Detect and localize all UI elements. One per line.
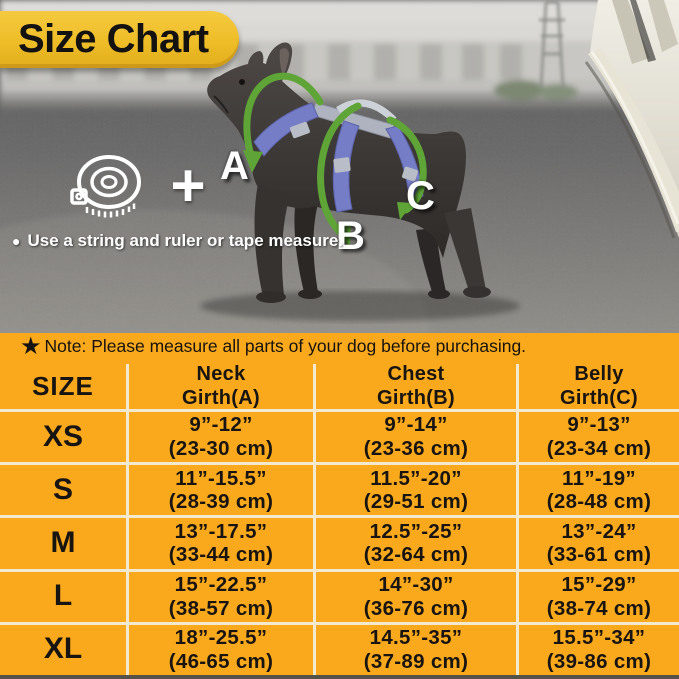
- size-cell-xl: XL: [0, 622, 126, 675]
- measurement-cell: 15”-22.5” (38-57 cm): [126, 569, 313, 622]
- size-cell-m: M: [0, 515, 126, 568]
- table-header-size: SIZE: [32, 371, 94, 402]
- size-cell-l: L: [0, 569, 126, 622]
- instruction-line: [12, 231, 343, 251]
- measurement-cell: 11”-15.5” (28-39 cm): [126, 462, 313, 515]
- table-header-belly: Belly Girth(C): [516, 364, 679, 409]
- measurement-cell: 11.5”-20” (29-51 cm): [313, 462, 516, 515]
- table-header-neck: Neck Girth(A): [126, 364, 313, 409]
- dog-photo-section: [0, 0, 679, 333]
- label-neck-a: A: [220, 144, 249, 188]
- tape-measure-icon: [70, 152, 146, 220]
- measurement-cell: 9”-12” (23-30 cm): [126, 409, 313, 462]
- size-cell-xs: XS: [0, 409, 126, 462]
- measurement-cell: 14”-30” (36-76 cm): [313, 569, 516, 622]
- measurement-cell: 12.5”-25” (32-64 cm): [313, 515, 516, 568]
- measurement-cell: 14.5”-35” (37-89 cm): [313, 622, 516, 675]
- measurement-cell: 9”-14” (23-36 cm): [313, 409, 516, 462]
- label-chest-b: B: [336, 214, 365, 258]
- bullet-icon: ●: [12, 233, 21, 249]
- measurement-cell: 9”-13” (23-34 cm): [516, 409, 679, 462]
- measurement-cell: 18”-25.5” (46-65 cm): [126, 622, 313, 675]
- star-icon: ★: [20, 332, 42, 360]
- measurement-cell: 11”-19” (28-48 cm): [516, 462, 679, 515]
- table-header-chest: Chest Girth(B): [313, 364, 516, 409]
- measurement-cell: 13”-17.5” (33-44 cm): [126, 515, 313, 568]
- size-table: [0, 364, 679, 675]
- instruction-text: Use a string and ruler or tape measure.: [27, 231, 344, 250]
- size-chart-banner: [0, 11, 239, 68]
- page-title: Size Chart: [18, 17, 209, 61]
- size-cell-s: S: [0, 462, 126, 515]
- note-text: Note: Please measure all parts of your dog before purchasing.: [44, 336, 527, 356]
- measurement-cell: 15”-29” (38-74 cm): [516, 569, 679, 622]
- measurement-cell: 13”-24” (33-61 cm): [516, 515, 679, 568]
- size-table-panel: [0, 333, 679, 679]
- bottom-edge-strip: [0, 675, 679, 679]
- plus-sign: +: [170, 152, 206, 219]
- measurement-cell: 15.5”-34” (39-86 cm): [516, 622, 679, 675]
- note-bar: [20, 332, 527, 360]
- label-belly-c: C: [406, 174, 435, 218]
